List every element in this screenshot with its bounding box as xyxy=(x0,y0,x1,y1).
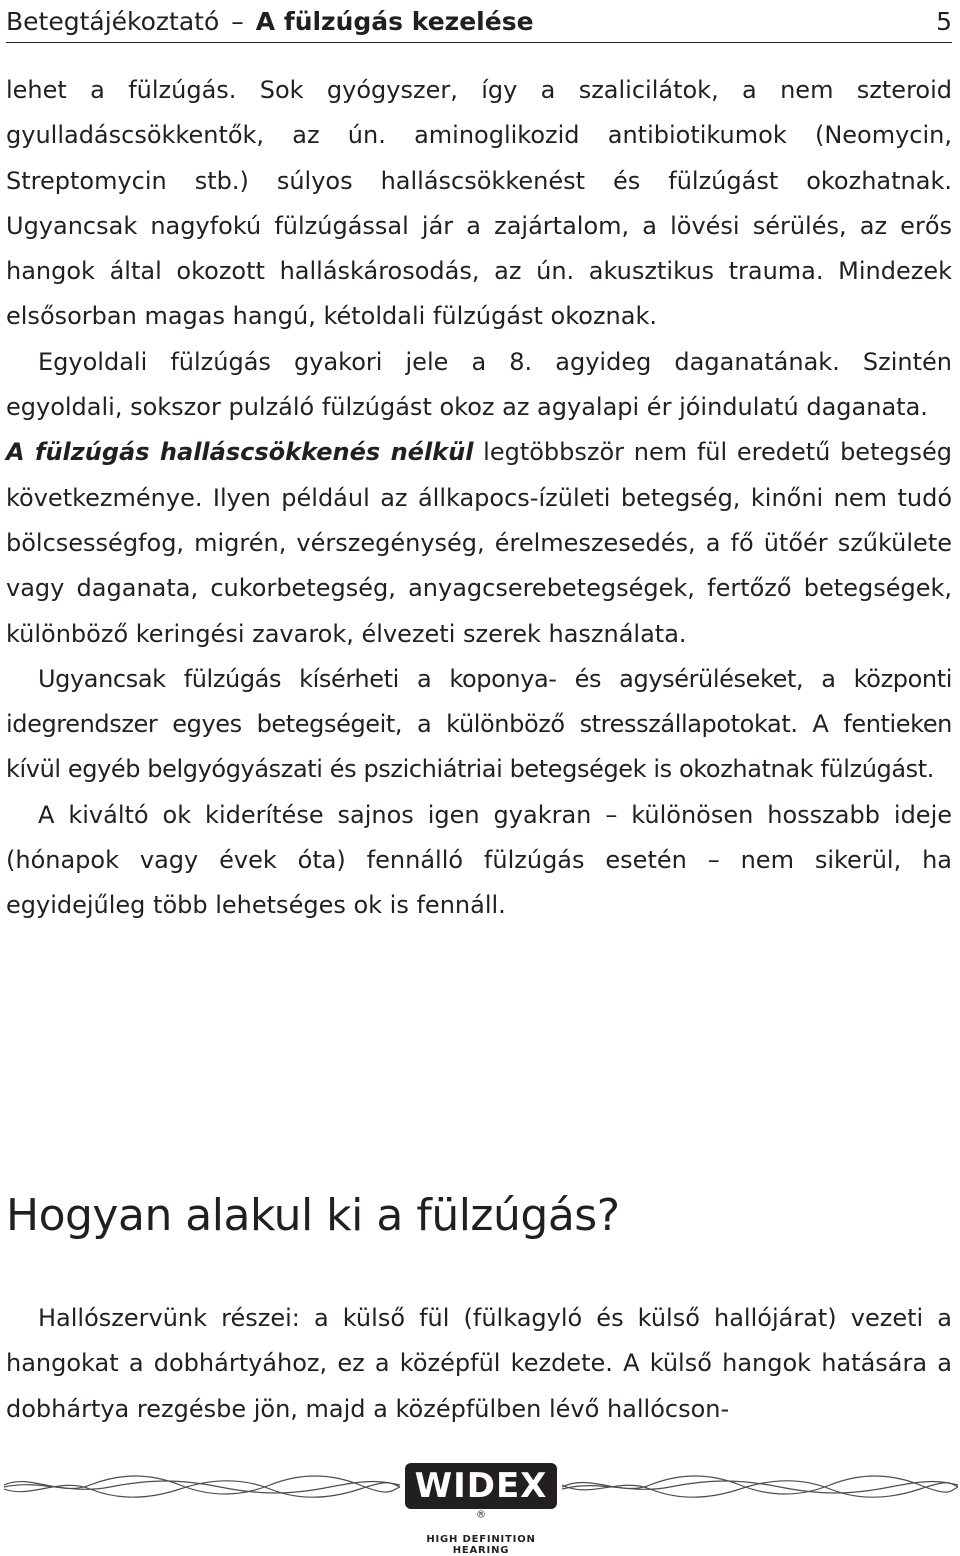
page-header xyxy=(6,0,952,43)
body-text xyxy=(6,68,952,929)
widex-brand xyxy=(403,1463,559,1556)
section-title: A fülzúgás kezelése xyxy=(255,6,534,36)
paragraph-1: lehet a fülzúgás. Sok gyógyszer, így a szalicilátok, a nem szteroid gyulladáscsökkentők, az ún. aminoglikozid antibiotikumok (Neomycin, Streptomycin stb.) súlyos halláscsökkenést és fülzúgást okozhatnak. Ugyancsak nagyfokú fülzúgással jár a zajártalom, a lövési sérülés, az erős hangok által okozott halláskárosodás, az ún. akusztikus trauma. Mindezek elsősorban magas hangú, kétoldali fülzúgást okoznak. xyxy=(6,76,952,331)
section-body xyxy=(6,1296,952,1432)
paragraph-4: Ugyancsak fülzúgás kísérheti a koponya- és agysérüléseket, a központi idegrendszer egyes betegségeit, a különböző stresszállapotokat. A fentieken kívül egyéb belgyógyászati és pszichiátriai betegségek is okozhatnak fülzúgást. xyxy=(6,664,952,784)
title-separator: – xyxy=(231,6,244,36)
paragraph-5: A kiváltó ok kiderítése sajnos igen gyakran – különösen hosszabb ideje (hónapok vagy évek óta) fennálló fülzúgás esetén – nem sikerül, ha egyidejűleg több lehetséges ok is fennáll. xyxy=(6,800,952,920)
registered-mark: ® xyxy=(476,1509,486,1521)
paragraph-3-emphasis: A fülzúgás halláscsökkenés nélkül xyxy=(6,438,474,467)
page-number: 5 xyxy=(936,6,952,36)
page-footer xyxy=(0,1455,960,1556)
section-heading: Hogyan alakul ki a fülzúgás? xyxy=(6,1190,620,1241)
paragraph-2: Egyoldali fülzúgás gyakori jele a 8. agyideg daganatának. Szintén egyoldali, sokszor pulzáló fülzúgást okoz az agyalapi ér jóindulatú daganata. xyxy=(6,347,952,422)
paragraph-3-rest: legtöbbször nem fül eredetű betegség következménye. Ilyen például az állkapocs-ízületi betegség, kinőni nem tudó bölcsességfog, migrén, vérszegénység, érelmeszesedés, a fő ütőér szűkülete vagy daganata, cukorbetegség, anyagcserebetegségek, fertőző betegségek, különböző keringési zavarok, élvezeti szerek használata. xyxy=(6,438,952,648)
doc-title: Betegtájékoztató xyxy=(6,6,220,36)
widex-tagline: HIGH DEFINITION HEARING xyxy=(426,1534,536,1556)
section-paragraph-1: Hallószervünk részei: a külső fül (fülkagyló és külső hallójárat) vezeti a hangokat a dobhártyához, ez a középfül kezdete. A külső hangok hatására a dobhártya rezgésbe jön, majd a középfülben lévő hallócson- xyxy=(6,1304,952,1423)
widex-logo: WIDEX xyxy=(405,1463,558,1509)
paragraph-3 xyxy=(6,430,952,656)
running-title xyxy=(6,7,534,36)
